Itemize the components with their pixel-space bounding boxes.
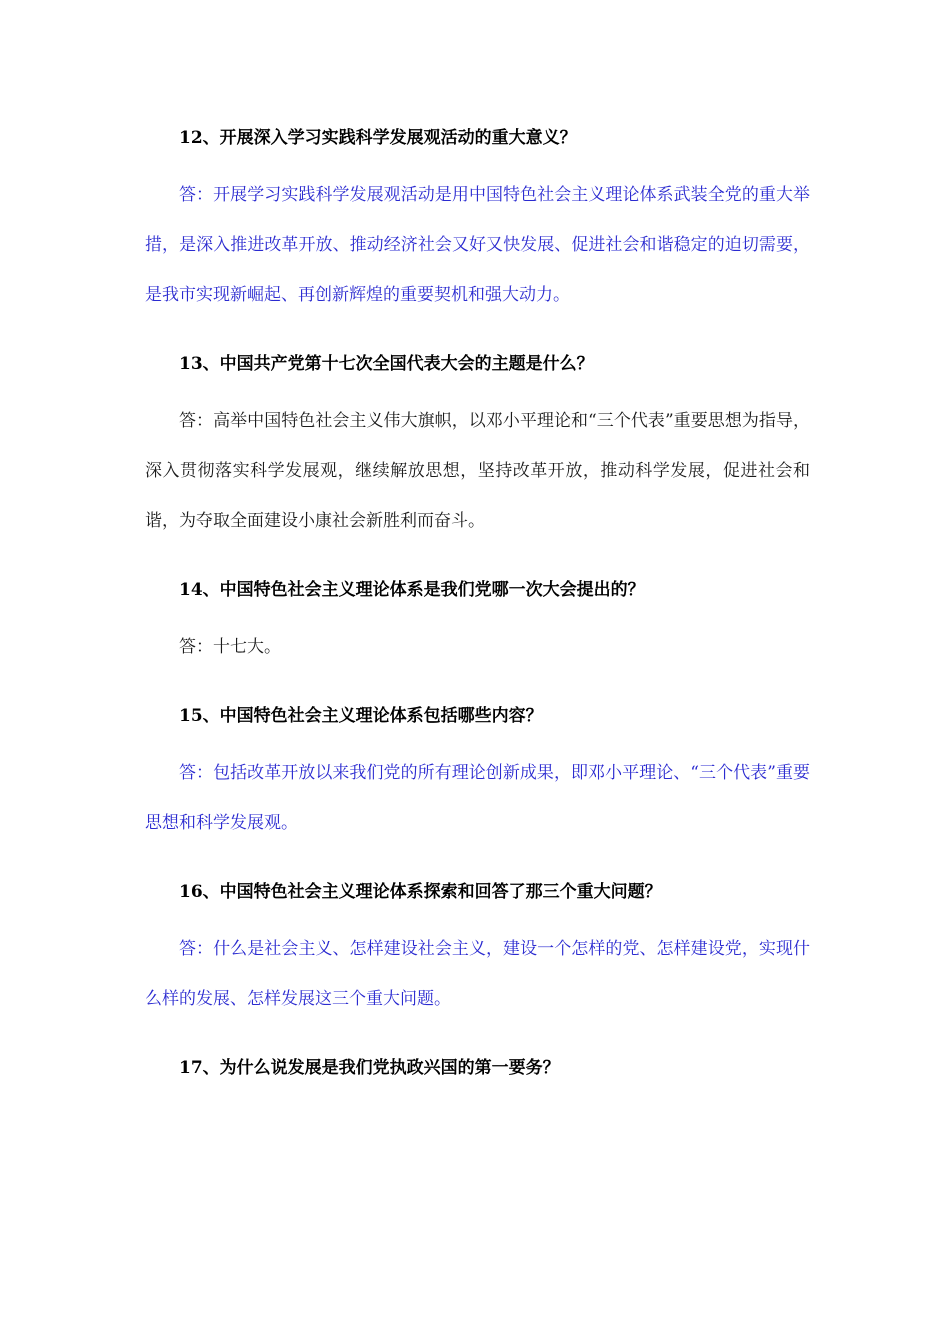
answer-15: 答：包括改革开放以来我们党的所有理论创新成果，即邓小平理论、“三个代表”重要思想和科学发展观。 bbox=[145, 763, 810, 833]
answer-12: 答：开展学习实践科学发展观活动是用中国特色社会主义理论体系武装全党的重大举措，是深入推进改革开放、推动经济社会又好又快发展、促进社会和谐稳定的迫切需要，是我市实现新崛起、再创新辉煌的重要契机和强大动力。 bbox=[145, 185, 810, 305]
answer-14: 答：十七大。 bbox=[179, 637, 281, 657]
answer-13: 答：高举中国特色社会主义伟大旗帜，以邓小平理论和“三个代表”重要思想为指导，深入贯彻落实科学发展观，继续解放思想，坚持改革开放，推动科学发展，促进社会和谐，为夺取全面建设小康社会新胜利而奋斗。 bbox=[145, 411, 810, 531]
question-12: 12、开展深入学习实践科学发展观活动的重大意义？ bbox=[179, 128, 577, 148]
question-16: 16、中国特色社会主义理论体系探索和回答了那三个重大问题？ bbox=[179, 882, 662, 902]
answer-16: 答：什么是社会主义、怎样建设社会主义，建设一个怎样的党、怎样建设党，实现什么样的发展、怎样发展这三个重大问题。 bbox=[145, 939, 810, 1009]
question-17: 17、为什么说发展是我们党执政兴国的第一要务？ bbox=[179, 1058, 560, 1078]
question-13: 13、中国共产党第十七次全国代表大会的主题是什么？ bbox=[179, 354, 594, 374]
question-15: 15、中国特色社会主义理论体系包括哪些内容？ bbox=[179, 706, 543, 726]
question-14: 14、中国特色社会主义理论体系是我们党哪一次大会提出的？ bbox=[179, 580, 645, 600]
qa-list bbox=[145, 120, 810, 1086]
